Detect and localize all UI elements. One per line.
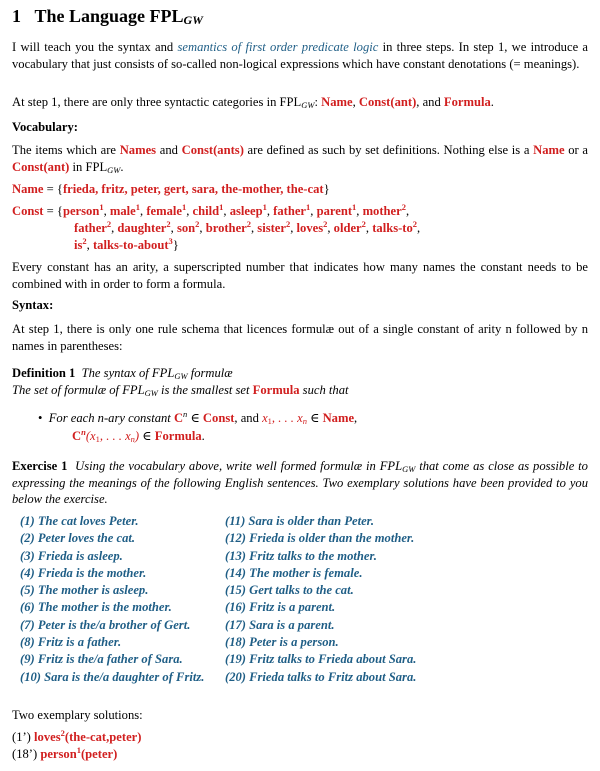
exercise-item: (15) Gert talks to the cat.: [225, 583, 354, 598]
semantics-link[interactable]: semantics of first order predicate logic: [177, 40, 379, 54]
solution-18: (18’) person$^1$(peter): [12, 745, 118, 761]
const-item: person: [62, 204, 100, 218]
const-item: talks-to: [372, 221, 413, 235]
exercise-item: (11) Sara is older than Peter.: [225, 514, 375, 528]
exercise-item: (8) Fritz is a father.: [20, 635, 122, 650]
const-item: loves: [296, 221, 324, 235]
exercise-item: (6) The mother is the mother.: [20, 600, 172, 615]
syntax-heading: Syntax:: [12, 298, 54, 312]
const-item: son: [176, 221, 196, 235]
const-item: is: [74, 238, 83, 252]
const-item: parent: [316, 204, 353, 218]
exercise-item: (1) The cat loves Peter.: [20, 514, 139, 528]
exercise-item: (12) Frieda is older than the mother.: [225, 531, 415, 546]
const-item: daughter: [117, 221, 167, 235]
exercise-item: (4) Frieda is the mother.: [20, 565, 147, 580]
exercise-item: (3) Frieda is asleep.: [20, 548, 123, 563]
const-item: father: [74, 221, 107, 235]
vocabulary-heading: Vocabulary:: [12, 120, 79, 134]
const-item: brother: [205, 221, 247, 235]
solutions-heading: Two exemplary solutions:: [12, 708, 143, 722]
vocabulary-paragraph: The items which are Names and Const(ants) are defined as such by set definitions. Nothing else is a Name or a Const(ant) in $FPL_{GW}$.: [12, 143, 588, 175]
section-title: 1 The Language $FPL_{GW}$: [12, 6, 203, 27]
exercise-item: (2) Peter loves the cat.: [20, 531, 136, 546]
exercise-list-left: [20, 513, 204, 686]
exercise-item: (9) Fritz is the/a father of Sara.: [20, 652, 183, 667]
names-definition: Name = {frieda, fritz, peter, gert, sara, the-mother, the-cat}: [12, 182, 330, 196]
exercise-item: (19) Fritz talks to Frieda about Sara.: [225, 652, 417, 667]
exercise-item: (5) The mother is asleep.: [20, 583, 149, 598]
const-item: father: [273, 204, 307, 218]
exercise-item: (14) The mother is female.: [225, 565, 363, 580]
exercise-item: (17) Sara is a parent.: [225, 617, 335, 632]
const-item: mother: [362, 204, 402, 218]
exercise-1: Exercise 1 Using the vocabulary above, write well formed formulæ in $FPL_{GW}$ that come as close as possible to expressing the meanings of the following English sentences. Two exemplary solutions have been provided to you below the exercise.: [12, 459, 588, 506]
const-definition: Const = {person$^1$, male$^1$, female$^1$, child$^1$, asleep$^1$, father$^1$, parent$^1$, mother$^2$, father$^2$, daughter$^2$, son$^2$, brother$^2$, sister$^2$, loves$^2$, older$^2$, talks-$to^2$, $is^2$, talks-to-about$^3$}: [12, 202, 421, 252]
exercise-item: (13) Fritz talks to the mother.: [225, 548, 377, 563]
arity-paragraph: Every constant has an arity, a superscripted number that indicates how many names the constant needs to be combined with in order to form a formula.: [12, 260, 588, 291]
const-item: male: [109, 204, 136, 218]
const-item: talks-to-about: [92, 238, 169, 252]
exercise-item: (20) Frieda talks to Fritz about Sara.: [225, 669, 417, 684]
exercise-item: (16) Fritz is a parent.: [225, 600, 336, 615]
solution-1: (1’) loves$^2$(the-cat,peter): [12, 728, 142, 744]
definition-1: Definition 1 The syntax of $FPL_{GW}$ formulæ The set of formulæ of $FPL_{GW}$ is the smallest set Formula such that: [12, 366, 349, 398]
const-item: older: [333, 221, 362, 235]
const-item: female: [146, 204, 182, 218]
syntax-paragraph: At step 1, there is only one rule schema that licences formulæ out of a single constant of arity n followed by n names in parentheses:: [12, 322, 588, 353]
categories-paragraph: At step 1, there are only three syntactic categories in $FPL_{GW}$: Name, Const(ant), and Formula.: [12, 95, 494, 110]
intro-paragraph: I will teach you the syntax and semantics of first order predicate logic in three steps. In step 1, we introduce a vocabulary that just consists of so-called non-logical expressions which have constant denotations (= meanings).: [12, 40, 589, 71]
definition-bullet: • For each n-ary constant $C^n$ ∈ Const, and $x_1$, . . . $x_n$ ∈ Name, $C^n(x_1$, . . . $x_n$) ∈ Formula.: [38, 409, 358, 444]
const-item: child: [192, 204, 220, 218]
const-item: asleep: [229, 204, 263, 218]
exercise-item: (7) Peter is the/a brother of Gert.: [20, 617, 191, 632]
exercise-list-right: [225, 513, 416, 686]
exercise-item: (18) Peter is a person.: [225, 635, 339, 650]
exercise-item: (10) Sara is the/a daughter of Fritz.: [20, 669, 205, 684]
const-item: sister: [257, 221, 286, 235]
